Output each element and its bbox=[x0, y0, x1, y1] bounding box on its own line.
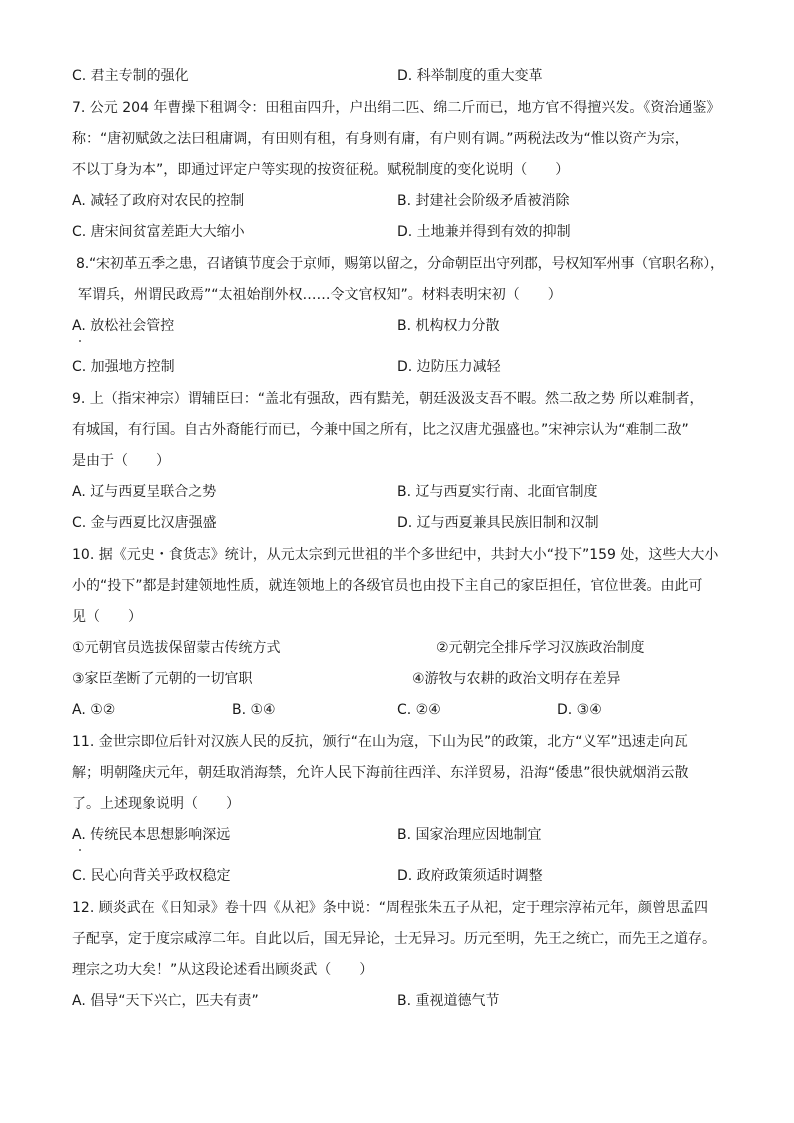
q8-option-a: A. 放松社会管控 bbox=[72, 318, 175, 334]
q10-option-d: D. ③④ bbox=[557, 702, 602, 718]
q7-stem-line-2: 称：“唐初赋敛之法曰租庸调，有田则有租，有身则有庸，有户则有调。”两税法改为“惟以资产为宗， bbox=[72, 131, 689, 147]
q10-option-c: C. ②④ bbox=[397, 702, 441, 718]
q9-option-a: A. 辽与西夏呈联合之势 bbox=[72, 484, 217, 500]
q11-option-b: B. 国家治理应因地制宜 bbox=[397, 827, 542, 843]
q10-stem-line-3: 见（ ） bbox=[72, 609, 142, 625]
q10-option-b: B. ①④ bbox=[232, 702, 276, 718]
q7-option-b: B. 封建社会阶级矛盾被消除 bbox=[397, 193, 570, 209]
q8-option-d: D. 边防压力减轻 bbox=[397, 359, 501, 375]
scan-dot bbox=[79, 849, 81, 851]
q6-option-d: D. 科举制度的重大变革 bbox=[397, 68, 543, 84]
q11-option-a: A. 传统民本思想影响深远 bbox=[72, 827, 231, 843]
q9-option-c: C. 金与西夏比汉唐强盛 bbox=[72, 515, 217, 531]
q8-stem-line-2: 军谓兵，州谓民政焉”“太祖始削外权……令文官权知”。材料表明宋初（ ） bbox=[78, 287, 562, 303]
q10-option-a: A. ①② bbox=[72, 702, 116, 718]
q7-option-d: D. 土地兼并得到有效的抑制 bbox=[397, 224, 571, 240]
q9-stem-line-1: 9. 上（指宋神宗）谓辅臣曰：“盖北有强敌，西有黠羌，朝廷汲汲支吾不暇。然二敌之势 所以难制者， bbox=[72, 391, 704, 407]
q8-option-b: B. 机构权力分散 bbox=[397, 318, 500, 334]
q11-stem-line-2: 解；明朝隆庆元年，朝廷取消海禁，允许人民下海前往西洋、东洋贸易，沿海“倭患”很快就烟消云散 bbox=[72, 765, 689, 781]
q7-stem-line-1: 7. 公元 204 年曹操下租调令：田租亩四升，户出绢二匹、绵二斤而已，地方官不得擅兴发。《资治通鉴》 bbox=[72, 100, 721, 116]
q9-option-d: D. 辽与西夏兼具民族旧制和汉制 bbox=[397, 515, 599, 531]
q12-stem-line-1: 12. 顾炎武在《日知录》卷十四《从祀》条中说：“周程张朱五子从祀，定于理宗淳祐元年，颜曾思孟四 bbox=[72, 900, 708, 916]
q12-option-a: A. 倡导“天下兴亡，匹夫有责” bbox=[72, 993, 259, 1009]
q11-option-c: C. 民心向背关乎政权稳定 bbox=[72, 868, 231, 884]
q7-option-a: A. 减轻了政府对农民的控制 bbox=[72, 193, 245, 209]
q7-option-c: C. 唐宋间贫富差距大大缩小 bbox=[72, 224, 245, 240]
q8-option-c: C. 加强地方控制 bbox=[72, 359, 175, 375]
q10-choice-1: ①元朝官员选拔保留蒙古传统方式 bbox=[72, 640, 281, 656]
q9-stem-line-2: 有城国，有行国。自古外裔能行而已，今兼中国之所有，比之汉唐尤强盛也。”宋神宗认为“难制二敌” bbox=[72, 422, 689, 438]
q9-stem-line-3: 是由于（ ） bbox=[72, 453, 170, 469]
q7-stem-line-3: 不以丁身为本”，即通过评定户等实现的按资征税。赋税制度的变化说明（ ） bbox=[72, 162, 570, 178]
q11-stem-line-1: 11. 金世宗即位后针对汉族人民的反抗，颁行“在山为寇，下山为民”的政策，北方“义军”迅速走向瓦 bbox=[72, 734, 688, 750]
q12-option-b: B. 重视道德气节 bbox=[397, 993, 500, 1009]
q9-option-b: B. 辽与西夏实行南、北面官制度 bbox=[397, 484, 598, 500]
q10-choice-4: ④游牧与农耕的政治文明存在差异 bbox=[412, 671, 621, 687]
q12-stem-line-2: 子配享，定于度宗咸淳二年。自此以后，国无异论，士无异习。历元至明，先王之统亡，而先王之道存。 bbox=[72, 931, 716, 947]
q10-stem-line-2: 小的“投下”都是封建领地性质，就连领地上的各级官员也由投下主自己的家臣担任，官位世袭。由此可 bbox=[72, 578, 703, 594]
q11-option-d: D. 政府政策须适时调整 bbox=[397, 868, 543, 884]
q6-option-c: C. 君主专制的强化 bbox=[72, 68, 189, 84]
q10-choice-3: ③家臣垄断了元朝的一切官职 bbox=[72, 671, 253, 687]
scan-dot bbox=[79, 340, 81, 342]
q8-stem-line-1: 8.“宋初革五季之患，召诸镇节度会于京师，赐第以留之，分命朝臣出守列郡，号权知军州事（官职名称）， bbox=[76, 256, 724, 272]
q10-stem-line-1: 10. 据《元史・食货志》统计，从元太宗到元世祖的半个多世纪中，共封大小“投下”159 处，这些大大小 bbox=[72, 547, 719, 563]
q11-stem-line-3: 了。上述现象说明（ ） bbox=[72, 796, 240, 812]
q10-choice-2: ②元朝完全排斥学习汉族政治制度 bbox=[436, 640, 645, 656]
q12-stem-line-3: 理宗之功大矣！”从这段论述看出顾炎武（ ） bbox=[72, 962, 374, 978]
